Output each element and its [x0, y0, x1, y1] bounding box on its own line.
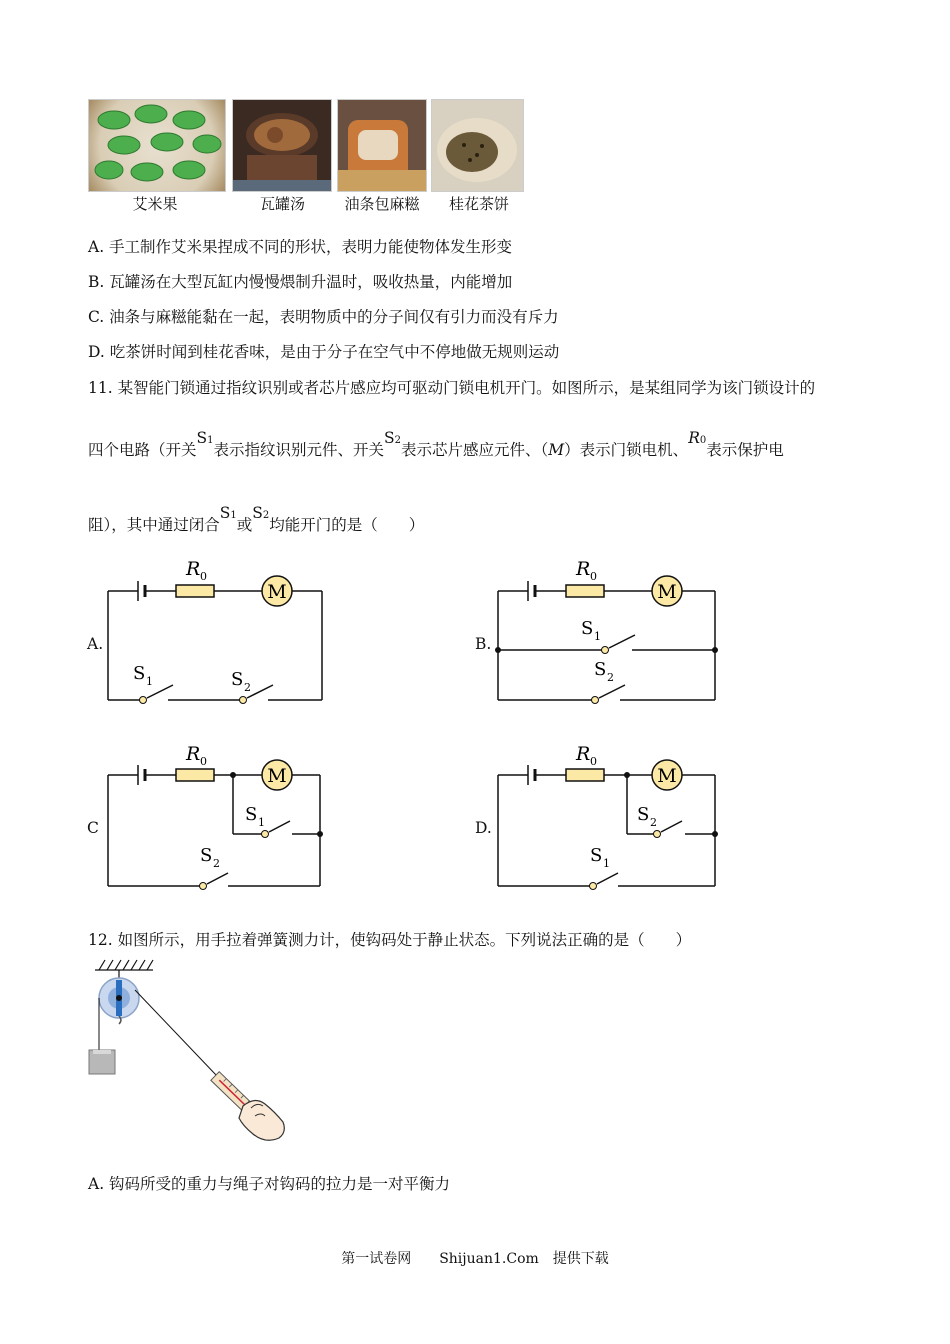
circuit-option-c[interactable]: C — [87, 819, 99, 837]
q11-line2 — [88, 429, 784, 460]
resistor-icon — [176, 585, 214, 597]
svg-text:S: S — [581, 618, 594, 639]
svg-text:R: R — [186, 558, 201, 580]
circuit-diagram-c — [100, 740, 340, 900]
r0-symbol: R0 — [688, 429, 707, 447]
svg-text:R: R — [576, 558, 591, 580]
q10-option-d: D. 吃茶饼时闻到桂花香味，是由于分子在空气中不停地做无规则运动 — [88, 343, 560, 361]
motor-symbol: M — [548, 441, 565, 459]
svg-text:M: M — [267, 581, 287, 603]
svg-text:1: 1 — [146, 675, 153, 688]
svg-text:S: S — [200, 845, 213, 866]
clay-pot-icon — [233, 100, 331, 191]
pulley-spring-scale-diagram — [85, 958, 295, 1158]
q11-line2-d: ）表示门锁电机、 — [564, 441, 689, 459]
q11-line2-a: 四个电路（开关 — [88, 441, 197, 459]
circuit-diagram-a — [100, 555, 340, 715]
caption-dumpling: 艾米果 — [132, 195, 178, 213]
q10-option-c: C. 油条与麻糍能黏在一起，表明物质中的分子间仅有引力而没有斥力 — [88, 308, 559, 326]
svg-text:M: M — [657, 765, 677, 787]
circuit-diagram-d — [490, 740, 730, 900]
q11-line2-e: 表示保护电 — [706, 441, 784, 459]
circuit-option-d[interactable]: D. — [475, 819, 492, 837]
svg-text:1: 1 — [603, 857, 610, 870]
svg-text:S: S — [133, 663, 146, 684]
svg-text:M: M — [657, 581, 677, 603]
svg-text:2: 2 — [607, 671, 614, 684]
circuit-diagram-b — [490, 555, 730, 715]
q12-option-a: A. 钩码所受的重力与绳子对钩码的拉力是一对平衡力 — [88, 1175, 451, 1193]
hand-icon — [239, 1100, 284, 1140]
q10-option-b: B. 瓦罐汤在大型瓦缸内慢慢煨制升温时，吸收热量，内能增加 — [88, 273, 513, 291]
svg-text:2: 2 — [650, 816, 657, 829]
s2-symbol: S2 — [384, 429, 402, 447]
svg-text:1: 1 — [594, 630, 601, 643]
q10-option-a: A. 手工制作艾米果捏成不同的形状，表明力能使物体发生形变 — [88, 238, 513, 256]
svg-text:S: S — [637, 804, 650, 825]
q11-line2-c: 表示芯片感应元件、（ — [401, 441, 549, 459]
svg-text:S: S — [594, 659, 607, 680]
dumpling-photo — [88, 99, 226, 192]
svg-text:1: 1 — [258, 816, 265, 829]
svg-text:M: M — [267, 765, 287, 787]
svg-text:0: 0 — [590, 570, 597, 583]
svg-text:S: S — [590, 845, 603, 866]
dumpling-icon — [89, 100, 225, 191]
q11-line3: 阻），其中通过闭合S1或S2均能开门的是（ ） — [88, 504, 425, 534]
svg-text:0: 0 — [200, 570, 207, 583]
resistor-icon — [566, 769, 604, 781]
svg-text:S: S — [245, 804, 258, 825]
tea-cake-icon — [432, 100, 523, 191]
tea-cake-photo — [431, 99, 524, 192]
svg-text:R: R — [186, 743, 201, 765]
resistor-icon — [176, 769, 214, 781]
clay-pot-soup-photo — [232, 99, 332, 192]
caption-fried-dough: 油条包麻糍 — [344, 195, 420, 213]
fried-dough-photo — [337, 99, 427, 192]
svg-text:0: 0 — [200, 755, 207, 768]
s1-symbol: S1 — [196, 429, 214, 447]
page-footer: 第一试卷网 Shijuan1.Com 提供下载 — [341, 1251, 609, 1267]
fried-dough-icon — [338, 100, 426, 191]
q11-line2-b: 表示指纹识别元件、开关 — [213, 441, 385, 459]
circuit-option-a[interactable]: A. — [87, 635, 104, 653]
caption-tea-cake: 桂花茶饼 — [448, 195, 509, 213]
svg-text:0: 0 — [590, 755, 597, 768]
svg-text:R: R — [576, 743, 591, 765]
svg-text:2: 2 — [244, 681, 251, 694]
svg-text:S: S — [231, 669, 244, 690]
svg-text:2: 2 — [213, 857, 220, 870]
q12-question: 12. 如图所示，用手拉着弹簧测力计，使钩码处于静止状态。下列说法正确的是（ ） — [88, 931, 692, 949]
q11-line1: 11. 某智能门锁通过指纹识别或者芯片感应均可驱动门锁电机开门。如图所示，是某组同学为该门锁设计的 — [88, 379, 816, 397]
circuit-option-b[interactable]: B. — [475, 635, 492, 653]
resistor-icon — [566, 585, 604, 597]
caption-clay-pot: 瓦罐汤 — [259, 195, 305, 213]
